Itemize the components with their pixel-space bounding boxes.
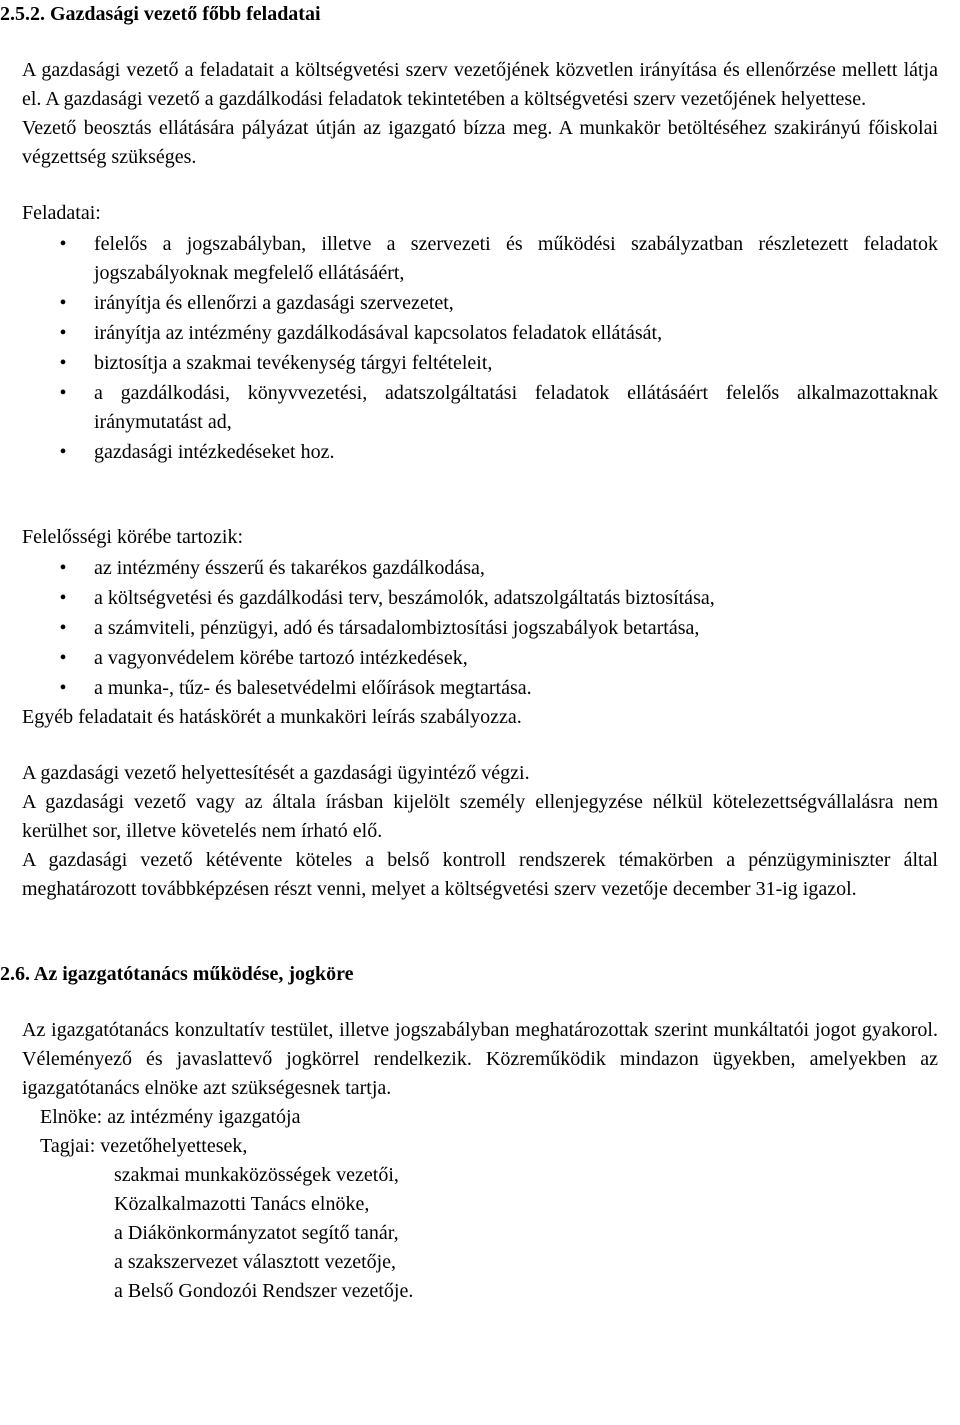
bullet-icon: • [59,441,67,463]
bullet-icon: • [59,557,67,579]
bullet-icon: • [59,382,67,404]
responsibility-label: Felelősségi körébe tartozik: [22,526,244,548]
list-item: • az intézmény ésszerű és takarékos gazdálkodása, [22,554,938,583]
intro-paragraph: A gazdasági vezető a feladatait a költségvetési szerv vezetőjének közvetlen irányítása és ellenőrzése mellett látja el. A gazdasági vezető a gazdálkodási feladatok tekintetében a költségvetési szerv vezetőjének helyettese. [22,59,938,110]
bullet-icon: • [59,233,67,255]
list-item: • biztosítja a szakmai tevékenység tárgyi feltételeit, [22,349,938,378]
bullet-icon: • [59,647,67,669]
board-member: szakmai munkaközösségek vezetői, [114,1164,399,1186]
deputy-paragraph: A gazdasági vezető helyettesítését a gazdasági ügyintéző végzi. [22,762,530,784]
board-member: a szakszervezet választott vezetője, [114,1251,397,1273]
training-paragraph: A gazdasági vezető kétévente köteles a belső kontroll rendszerek témakörben a pénzügyminiszter által meghatározott továbbképzésen részt venni, melyet a költségvetési szerv vezetője december 31-ig igazol. [22,849,938,900]
bullet-icon: • [59,352,67,374]
bullet-icon: • [59,587,67,609]
appointment-paragraph: Vezető beosztás ellátására pályázat útján az igazgató bízza meg. A munkakör betöltéséhez szakirányú főiskolai végzettség szükséges. [22,117,938,168]
board-member: Közalkalmazotti Tanács elnöke, [114,1193,370,1215]
list-item: • a munka-, tűz- és balesetvédelmi előírások megtartása. [22,674,938,703]
tasks-list [22,230,938,467]
list-item: • irányítja az intézmény gazdálkodásával kapcsolatos feladatok ellátását, [22,319,938,348]
section-heading-2-6: 2.6. Az igazgatótanács működése, jogköre [0,963,354,985]
bullet-icon: • [59,677,67,699]
board-chair: Elnöke: az intézmény igazgatója [40,1106,301,1128]
list-item: • irányítja és ellenőrzi a gazdasági szervezetet, [22,289,938,318]
other-duties-paragraph: Egyéb feladatait és hatáskörét a munkaköri leírás szabályozza. [22,706,522,728]
bullet-icon: • [59,322,67,344]
list-item: • a gazdálkodási, könyvvezetési, adatszolgáltatási feladatok ellátásáért felelős alkalmazottaknak iránymutatást ad, [22,379,938,437]
list-item: • gazdasági intézkedéseket hoz. [22,438,938,467]
bullet-icon: • [59,617,67,639]
countersign-paragraph: A gazdasági vezető vagy az általa írásban kijelölt személy ellenjegyzése nélkül kötelezettségvállalásra nem kerülhet sor, illetve követelés nem írható elő. [22,791,938,842]
list-item: • felelős a jogszabályban, illetve a szervezeti és működési szabályzatban részletezett feladatok jogszabályoknak megfelelő ellátásáért, [22,230,938,288]
board-paragraph: Az igazgatótanács konzultatív testület, illetve jogszabályban meghatározottak szerint munkáltatói jogot gyakorol. Véleményező és javaslattevő jogkörrel rendelkezik. Közreműködik mindazon ügyekben, amelyekben az igazgatótanács elnöke azt szükségesnek tartja. [22,1019,938,1099]
responsibility-list [22,554,938,703]
section-heading-2-5-2: 2.5.2. Gazdasági vezető főbb feladatai [0,3,321,25]
tasks-label: Feladatai: [22,202,101,224]
bullet-icon: • [59,292,67,314]
board-members-first: Tagjai: vezetőhelyettesek, [40,1135,248,1157]
list-item: • a költségvetési és gazdálkodási terv, beszámolók, adatszolgáltatás biztosítása, [22,584,938,613]
board-member: a Belső Gondozói Rendszer vezetője. [114,1280,414,1302]
list-item: • a vagyonvédelem körébe tartozó intézkedések, [22,644,938,673]
list-item: • a számviteli, pénzügyi, adó és társadalombiztosítási jogszabályok betartása, [22,614,938,643]
board-member: a Diákönkormányzatot segítő tanár, [114,1222,399,1244]
